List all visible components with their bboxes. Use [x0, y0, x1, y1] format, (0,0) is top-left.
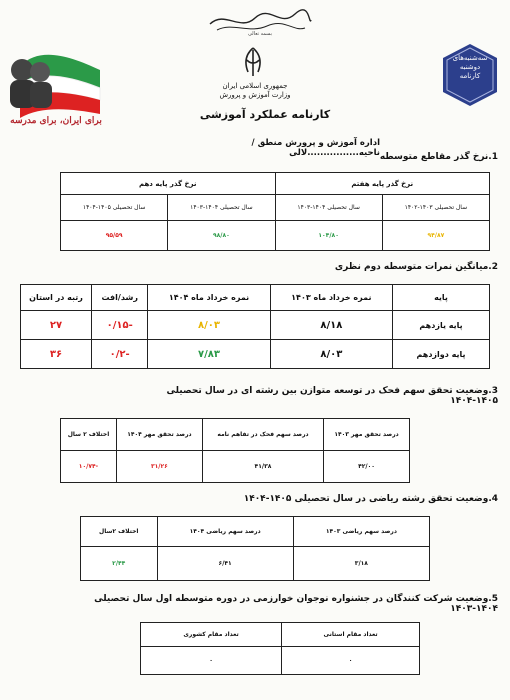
office-value: لالی [289, 148, 308, 158]
table-1 [60, 172, 490, 251]
table-1-value: ۱۰۴/۸۰ [275, 221, 382, 251]
section-5-title: 5.وضعیت شرکت کنندگان در جشنواره نوجوان خوارزمی در دوره متوسطه اول سال تحصیلی ۱۴۰۴-۱۴۰۳ [94, 594, 498, 614]
table-4-value: ۳/۱۸ [293, 547, 429, 581]
table-3-value: -۱۰/۷۴ [61, 451, 117, 483]
table-1-col: سال تحصیلی ۱۴۰۴-۱۴۰۳ [168, 195, 275, 221]
table-1-value: ۹۵/۵۹ [61, 221, 168, 251]
table-3-header: درصد سهم فحک در تفاهم نامه [202, 419, 323, 451]
table-4-header: اختلاف ۲سال [81, 517, 158, 547]
basmala-calligraphy [205, 4, 315, 38]
table-4-value: ۲/۴۴ [81, 547, 158, 581]
table-1-value: ۹۸/۸۰ [168, 221, 275, 251]
table-1-col: سال تحصیلی ۱۴۰۴-۱۴۰۳ [275, 195, 382, 221]
page-title: کارنامه عملکرد آموزشی [199, 108, 331, 121]
section-4-title: 4.وضعیت تحقق رشته ریاضی در سال تحصیلی ۱۴۰۵-۱۴۰۴ [243, 494, 498, 504]
table-3-header: درصد تحقق مهر ۱۴۰۴ [116, 419, 202, 451]
table-5-value: ۰ [141, 647, 282, 675]
table-3-header: درصد تحقق مهر ۱۴۰۳ [324, 419, 410, 451]
table-4-header: درصد سهم ریاضی ۱۴۰۴ [157, 517, 293, 547]
slogan: برای ایران، برای مدرسه [10, 116, 102, 126]
ministry-title: جمهوری اسلامی ایران وزارت آموزش و پرورش [219, 82, 291, 99]
table-2 [20, 284, 490, 369]
table-4-value: ۶/۴۱ [157, 547, 293, 581]
table-row: پایه دوازدهم ۸/۰۳ ۷/۸۳ -۰/۲ ۳۶ [21, 340, 490, 369]
table-3-header: اختلاف ۲ سال [61, 419, 117, 451]
iran-emblem-icon [238, 46, 268, 80]
table-3-value: ۴۱/۳۸ [202, 451, 323, 483]
section-2-title: 2.میانگین نمرات متوسطه دوم نظری [334, 262, 498, 272]
table-4-header: درصد سهم ریاضی ۱۴۰۳ [293, 517, 429, 547]
table-3-value: ۳۱/۲۶ [116, 451, 202, 483]
group-10th-header: نرخ گذر پایه دهم [61, 173, 276, 195]
table-3-value: ۴۲/۰۰ [324, 451, 410, 483]
table-4 [80, 516, 430, 581]
table-5-header: تعداد مقام کشوری [141, 623, 282, 647]
table-5 [140, 622, 420, 675]
table-1-value: ۹۴/۸۷ [382, 221, 489, 251]
table-1-col: سال تحصیلی ۱۴۰۵-۱۴۰۴ [61, 195, 168, 221]
table-2-header: رشد/افت [92, 285, 148, 311]
table-2-header: رتبه در استان [21, 285, 92, 311]
table-5-value: ۰ [282, 647, 420, 675]
table-2-header: پایه [393, 285, 490, 311]
table-2-header: نمره خرداد ماه ۱۴۰۴ [148, 285, 270, 311]
badge-text: سه‌شنبه‌های دوشنبه کارنامه [452, 54, 488, 80]
table-row: پایه یازدهم ۸/۱۸ ۸/۰۳ -۰/۱۵ ۲۷ [21, 311, 490, 340]
table-5-header: تعداد مقام استانی [282, 623, 420, 647]
table-1-col: سال تحصیلی ۱۴۰۳-۱۴۰۲ [382, 195, 489, 221]
section-1-title: 1.نرخ گذر مقاطع متوسطه [379, 152, 498, 162]
office-line: اداره آموزش و پرورش منطق /ناحیه................لالی [251, 138, 380, 158]
group-7th-header: نرخ گذر پایه هفتم [275, 173, 490, 195]
section-3-title: 3.وضعیت تحقق سهم فحک در توسعه متوازن بین رشته ای در سال تحصیلی ۱۴۰۵-۱۴۰۴ [166, 386, 498, 406]
table-3 [60, 418, 410, 483]
table-2-header: نمره خرداد ماه ۱۴۰۳ [270, 285, 392, 311]
basmala-text: بسمه تعالی [247, 31, 273, 37]
